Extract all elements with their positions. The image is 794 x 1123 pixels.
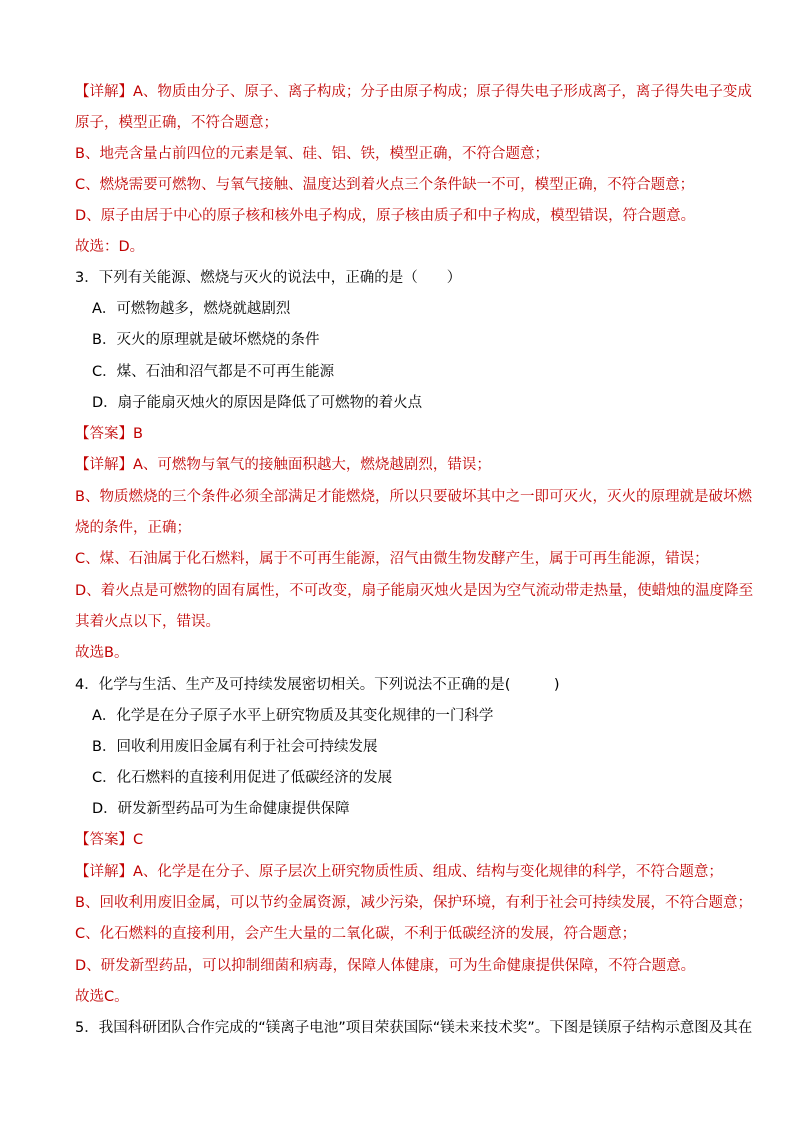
answer-option: C．化石燃料的直接利用促进了低碳经济的发展 <box>92 770 393 786</box>
answer-option: D．研发新型药品可为生命健康提供保障 <box>92 801 350 817</box>
text-line: 原子，模型正确，不符合题意； <box>75 115 278 131</box>
text-line: C、燃烧需要可燃物、与氧气接触、温度达到着火点三个条件缺一不可，模型正确，不符合题意； <box>75 177 695 193</box>
text-line: 其着火点以下，错误。 <box>75 614 220 630</box>
text-line: C、煤、石油属于化石燃料，属于不可再生能源，沼气由微生物发酵产生，属于可再生能源，错误； <box>75 551 709 567</box>
text-line: C、化石燃料的直接利用，会产生大量的二氧化碳，不利于低碳经济的发展，符合题意； <box>75 926 637 942</box>
answer-option: C．煤、石油和沼气都是不可再生能源 <box>92 364 335 380</box>
text-line: D、着火点是可燃物的固有属性，不可改变，扇子能扇灭烛火是因为空气流动带走热量，使蜡烛的温度降至 <box>75 583 754 599</box>
answer-option: B．灭火的原理就是破坏燃烧的条件 <box>92 332 320 348</box>
answer-option: A．化学是在分子原子水平上研究物质及其变化规律的一门科学 <box>92 708 494 724</box>
text-line: 【详解】A、化学是在分子、原子层次上研究物质性质、组成、结构与变化规律的科学，不符合题意； <box>75 864 723 880</box>
question-stem: 5．我国科研团队合作完成的“镁离子电池”项目荣获国际“镁未来技术奖”。下图是镁原子结构示意图及其在 <box>75 1020 753 1036</box>
question-stem: 3．下列有关能源、燃烧与灭火的说法中，正确的是（ ） <box>75 270 462 286</box>
answer-option: A．可燃物越多，燃烧就越剧烈 <box>92 301 291 317</box>
text-line: D、原子由居于中心的原子核和核外电子构成，原子核由质子和中子构成，模型错误，符合题意。 <box>75 208 696 224</box>
text-line: D、研发新型药品，可以抑制细菌和病毒，保障人体健康，可为生命健康提供保障，不符合题意。 <box>75 958 696 974</box>
text-line: 【详解】A、物质由分子、原子、离子构成；分子由原子构成；原子得失电子形成离子，离子得失电子变成 <box>75 84 752 100</box>
text-line: 故选B。 <box>75 645 129 661</box>
text-line: 故选：D。 <box>75 239 145 255</box>
text-line: 【详解】A、可燃物与氧气的接触面积越大，燃烧越剧烈，错误； <box>75 457 491 473</box>
text-line: B、地壳含量占前四位的元素是氧、硅、铝、铁，模型正确，不符合题意； <box>75 146 549 162</box>
answer-option: D．扇子能扇灭烛火的原因是降低了可燃物的着火点 <box>92 395 423 411</box>
answer-line: 【答案】C <box>75 832 144 848</box>
text-line: B、物质燃烧的三个条件必须全部满足才能燃烧，所以只要破坏其中之一即可灭火，灭火的原理就是破坏燃 <box>75 489 752 505</box>
question-stem: 4．化学与生活、生产及可持续发展密切相关。下列说法不正确的是( ) <box>75 677 560 693</box>
text-line: 故选C。 <box>75 989 129 1005</box>
text-line: B、回收利用废旧金属，可以节约金属资源，减少污染，保护环境，有利于社会可持续发展，不符合题意； <box>75 895 752 911</box>
answer-option: B．回收利用废旧金属有利于社会可持续发展 <box>92 739 378 755</box>
text-line: 烧的条件，正确； <box>75 520 191 536</box>
answer-line: 【答案】B <box>75 426 143 442</box>
